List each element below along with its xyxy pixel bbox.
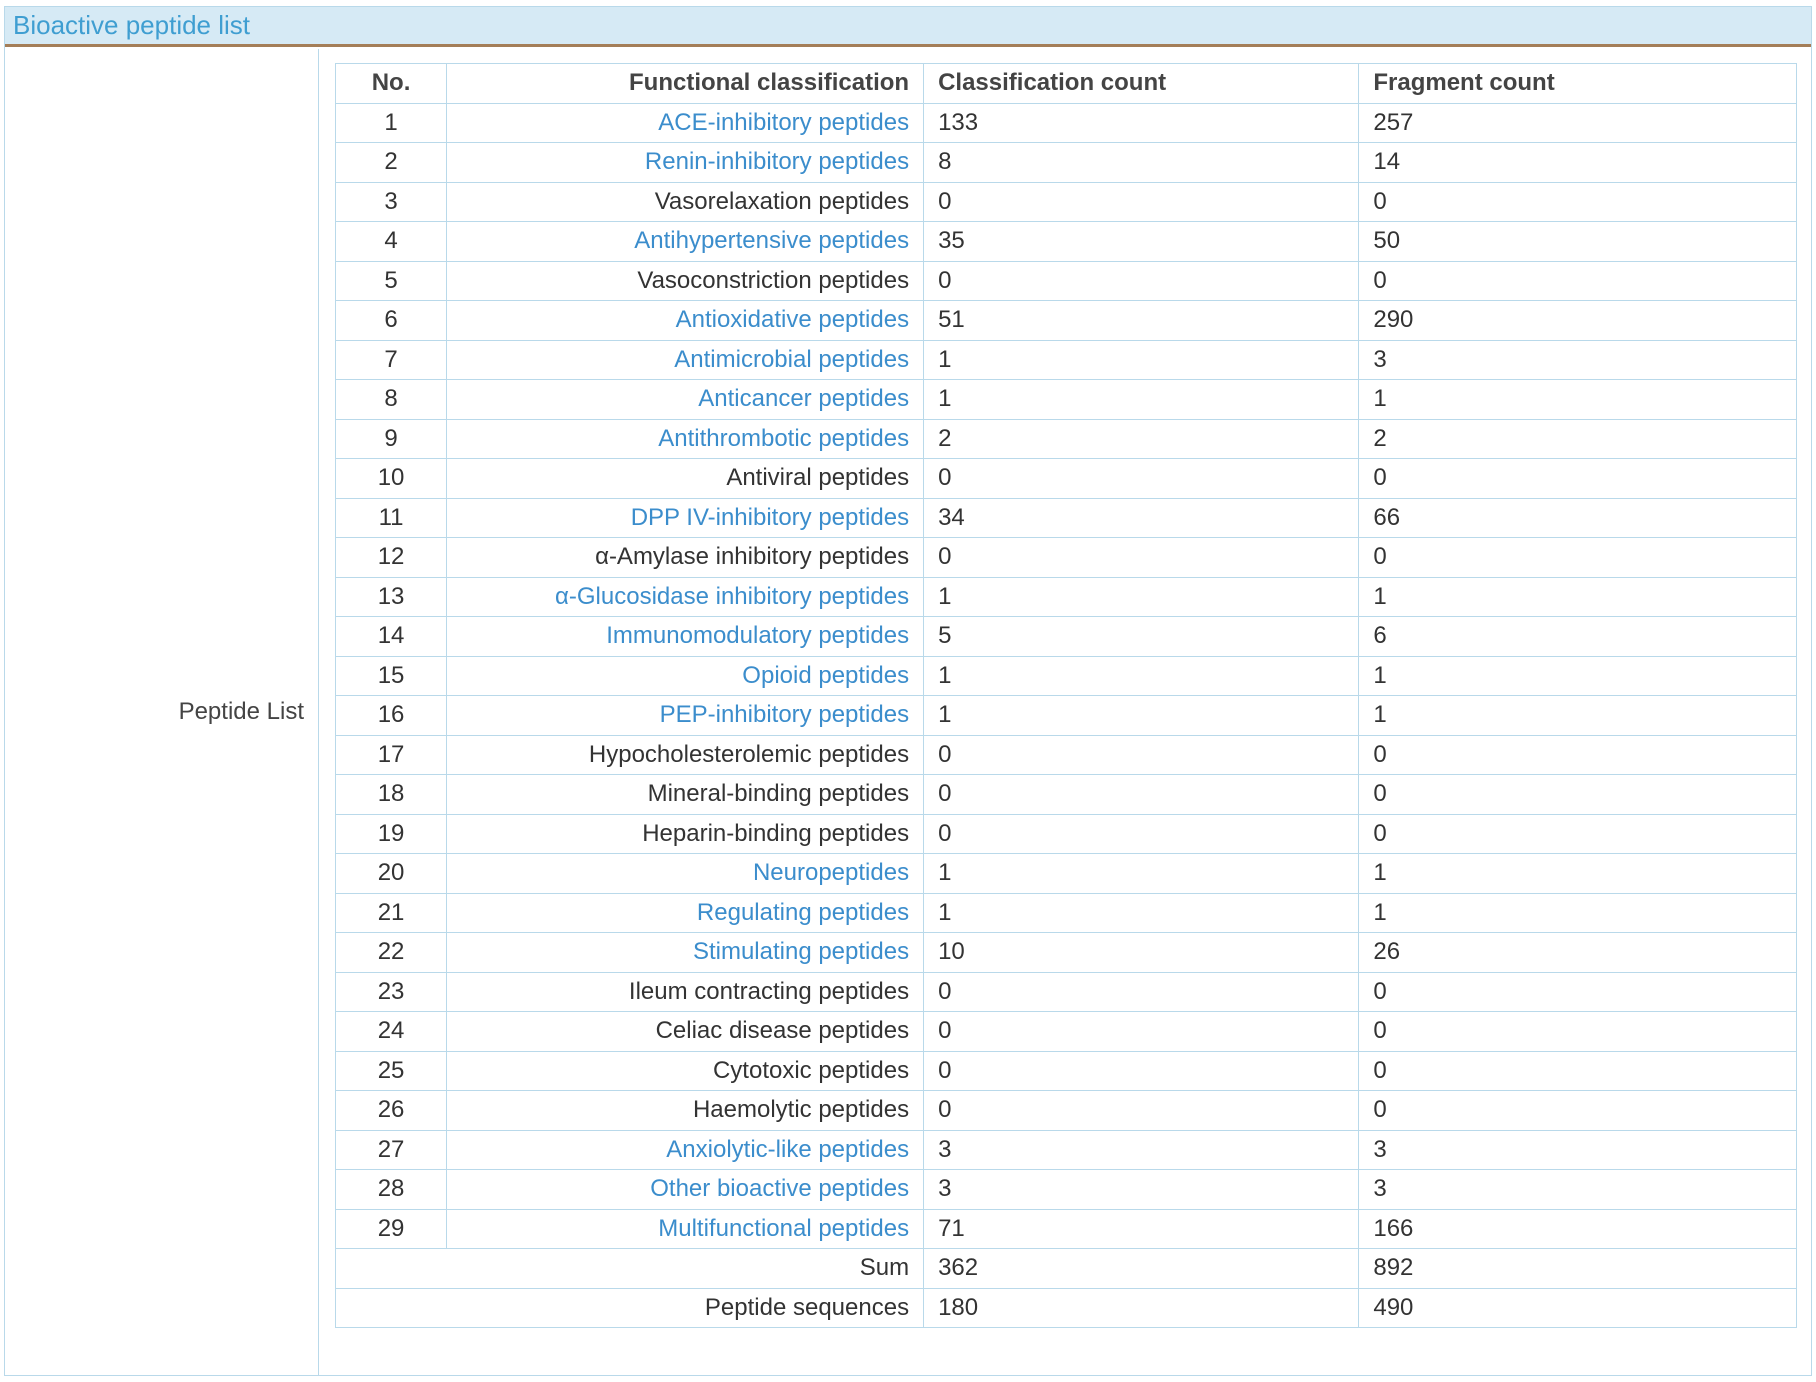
functional-classification-cell [447,617,924,657]
classification-link[interactable]: Stimulating peptides [692,938,910,966]
table-body [336,103,1797,1328]
classification-count-cell: 0 [924,1012,1359,1052]
fragment-count-cell: 1 [1359,854,1797,894]
footer-label: Peptide sequences [336,1288,924,1328]
classification-link[interactable]: Other bioactive peptides [650,1175,910,1203]
table-row [336,1012,1797,1052]
table-header-row [336,64,1797,104]
table-row [336,419,1797,459]
functional-classification-cell [447,143,924,183]
panel-header [5,7,1811,47]
fragment-count-cell: 1 [1359,696,1797,736]
row-number: 17 [336,735,447,775]
peptide-table [335,63,1797,1328]
table-row [336,380,1797,420]
row-number: 2 [336,143,447,183]
classification-count-cell: 3 [924,1130,1359,1170]
row-number: 19 [336,814,447,854]
table-row [336,459,1797,499]
table-row [336,538,1797,578]
classification-link[interactable]: Antithrombotic peptides [658,424,910,452]
row-number: 3 [336,182,447,222]
fragment-count-cell: 0 [1359,814,1797,854]
classification-count-cell: 133 [924,103,1359,143]
fragment-count-cell: 3 [1359,340,1797,380]
fragment-count-cell: 0 [1359,775,1797,815]
table-row [336,933,1797,973]
row-number: 14 [336,617,447,657]
row-number: 15 [336,656,447,696]
classification-count-cell: 8 [924,143,1359,183]
classification-text: Heparin-binding peptides [642,819,910,847]
classification-link[interactable]: Antihypertensive peptides [634,227,910,255]
table-row [336,143,1797,183]
functional-classification-cell [447,735,924,775]
fragment-count-cell: 66 [1359,498,1797,538]
row-number: 18 [336,775,447,815]
header-functional-classification: Functional classification [447,64,924,104]
row-number: 11 [336,498,447,538]
classification-count-cell: 0 [924,775,1359,815]
table-footer-row [336,1288,1797,1328]
fragment-count-cell: 3 [1359,1170,1797,1210]
footer-fragment-count: 490 [1359,1288,1797,1328]
classification-count-cell: 35 [924,222,1359,262]
row-number: 13 [336,577,447,617]
classification-text: Hypocholesterolemic peptides [588,740,910,768]
fragment-count-cell: 0 [1359,261,1797,301]
fragment-count-cell: 0 [1359,1051,1797,1091]
row-number: 12 [336,538,447,578]
footer-classification-count: 362 [924,1249,1359,1289]
table-row [336,261,1797,301]
classification-count-cell: 0 [924,814,1359,854]
classification-count-cell: 10 [924,933,1359,973]
functional-classification-cell [447,340,924,380]
footer-label: Sum [336,1249,924,1289]
fragment-count-cell: 3 [1359,1130,1797,1170]
fragment-count-cell: 0 [1359,1012,1797,1052]
fragment-count-cell: 1 [1359,380,1797,420]
table-row [336,1051,1797,1091]
classification-count-cell: 1 [924,656,1359,696]
row-number: 23 [336,972,447,1012]
classification-text: Antiviral peptides [726,464,910,492]
functional-classification-cell [447,380,924,420]
fragment-count-cell: 1 [1359,577,1797,617]
classification-count-cell: 0 [924,1091,1359,1131]
table-row [336,775,1797,815]
row-number: 10 [336,459,447,499]
row-number: 25 [336,1051,447,1091]
functional-classification-cell [447,1209,924,1249]
classification-link[interactable]: α-Glucosidase inhibitory peptides [555,582,910,610]
functional-classification-cell [447,538,924,578]
fragment-count-cell: 257 [1359,103,1797,143]
classification-count-cell: 71 [924,1209,1359,1249]
row-number: 16 [336,696,447,736]
classification-count-cell: 1 [924,577,1359,617]
classification-link[interactable]: Regulating peptides [696,898,910,926]
classification-link[interactable]: Anticancer peptides [698,385,910,413]
row-number: 28 [336,1170,447,1210]
classification-count-cell: 34 [924,498,1359,538]
functional-classification-cell [447,656,924,696]
classification-link[interactable]: Multifunctional peptides [658,1214,910,1242]
classification-count-cell: 0 [924,1051,1359,1091]
classification-link[interactable]: Immunomodulatory peptides [606,622,910,650]
functional-classification-cell [447,933,924,973]
table-row [336,498,1797,538]
classification-text: Ileum contracting peptides [628,977,910,1005]
classification-count-cell: 51 [924,301,1359,341]
classification-link[interactable]: Antimicrobial peptides [674,345,910,373]
row-number: 4 [336,222,447,262]
classification-link[interactable]: Antioxidative peptides [675,306,910,334]
row-number: 24 [336,1012,447,1052]
functional-classification-cell [447,577,924,617]
fragment-count-cell: 166 [1359,1209,1797,1249]
table-row [336,656,1797,696]
fragment-count-cell: 6 [1359,617,1797,657]
fragment-count-cell: 0 [1359,1091,1797,1131]
functional-classification-cell [447,1130,924,1170]
classification-text: Haemolytic peptides [692,1096,910,1124]
functional-classification-cell [447,301,924,341]
functional-classification-cell [447,261,924,301]
peptide-list-label: Peptide List [178,698,304,725]
fragment-count-cell: 0 [1359,735,1797,775]
table-row [336,696,1797,736]
row-number: 27 [336,1130,447,1170]
classification-count-cell: 1 [924,340,1359,380]
functional-classification-cell [447,222,924,262]
table-row [336,103,1797,143]
classification-count-cell: 0 [924,261,1359,301]
table-row [336,1130,1797,1170]
fragment-count-cell: 1 [1359,656,1797,696]
bioactive-peptide-panel [4,6,1812,1376]
functional-classification-cell [447,893,924,933]
functional-classification-cell [447,1091,924,1131]
footer-classification-count: 180 [924,1288,1359,1328]
classification-text: Mineral-binding peptides [647,780,910,808]
classification-count-cell: 0 [924,182,1359,222]
row-number: 21 [336,893,447,933]
fragment-count-cell: 0 [1359,182,1797,222]
functional-classification-cell [447,419,924,459]
row-number: 6 [336,301,447,341]
row-number: 29 [336,1209,447,1249]
classification-count-cell: 0 [924,538,1359,578]
classification-count-cell: 1 [924,893,1359,933]
header-fragment-count: Fragment count [1359,64,1797,104]
functional-classification-cell [447,1051,924,1091]
table-row [336,222,1797,262]
footer-fragment-count: 892 [1359,1249,1797,1289]
functional-classification-cell [447,103,924,143]
classification-count-cell: 1 [924,380,1359,420]
row-number: 20 [336,854,447,894]
classification-count-cell: 0 [924,972,1359,1012]
classification-link[interactable]: ACE-inhibitory peptides [658,108,910,136]
row-number: 22 [336,933,447,973]
table-row [336,1170,1797,1210]
header-no: No. [336,64,447,104]
table-row [336,1091,1797,1131]
table-row [336,854,1797,894]
classification-link[interactable]: DPP IV-inhibitory peptides [630,503,910,531]
table-row [336,972,1797,1012]
row-number: 26 [336,1091,447,1131]
panel-title: Bioactive peptide list [13,10,251,40]
classification-count-cell: 1 [924,696,1359,736]
panel-body [5,49,1811,1375]
table-row [336,301,1797,341]
classification-link[interactable]: Renin-inhibitory peptides [644,148,910,176]
functional-classification-cell [447,854,924,894]
fragment-count-cell: 26 [1359,933,1797,973]
classification-count-cell: 3 [924,1170,1359,1210]
table-row [336,182,1797,222]
header-classification-count: Classification count [924,64,1359,104]
fragment-count-cell: 1 [1359,893,1797,933]
functional-classification-cell [447,1170,924,1210]
classification-link[interactable]: Anxiolytic-like peptides [666,1135,910,1163]
fragment-count-cell: 0 [1359,972,1797,1012]
classification-link[interactable]: Opioid peptides [742,661,910,689]
fragment-count-cell: 14 [1359,143,1797,183]
classification-count-cell: 1 [924,854,1359,894]
row-number: 7 [336,340,447,380]
classification-text: Vasoconstriction peptides [637,266,910,294]
functional-classification-cell [447,814,924,854]
fragment-count-cell: 0 [1359,538,1797,578]
classification-text: Celiac disease peptides [655,1017,910,1045]
table-row [336,577,1797,617]
peptide-list-label-cell [5,49,319,1375]
table-footer-row [336,1249,1797,1289]
row-number: 5 [336,261,447,301]
functional-classification-cell [447,972,924,1012]
table-row [336,617,1797,657]
functional-classification-cell [447,1012,924,1052]
classification-count-cell: 0 [924,735,1359,775]
row-number: 8 [336,380,447,420]
classification-text: Vasorelaxation peptides [654,187,910,215]
row-number: 1 [336,103,447,143]
functional-classification-cell [447,459,924,499]
functional-classification-cell [447,696,924,736]
table-row [336,1209,1797,1249]
fragment-count-cell: 50 [1359,222,1797,262]
fragment-count-cell: 2 [1359,419,1797,459]
classification-count-cell: 0 [924,459,1359,499]
table-container [319,49,1811,1375]
classification-text: α-Amylase inhibitory peptides [595,543,910,571]
fragment-count-cell: 290 [1359,301,1797,341]
table-row [336,893,1797,933]
table-row [336,735,1797,775]
classification-text: Cytotoxic peptides [712,1056,910,1084]
classification-count-cell: 2 [924,419,1359,459]
classification-link[interactable]: PEP-inhibitory peptides [659,701,910,729]
classification-count-cell: 5 [924,617,1359,657]
classification-link[interactable]: Neuropeptides [752,859,910,887]
functional-classification-cell [447,182,924,222]
functional-classification-cell [447,775,924,815]
functional-classification-cell [447,498,924,538]
fragment-count-cell: 0 [1359,459,1797,499]
row-number: 9 [336,419,447,459]
table-row [336,814,1797,854]
table-row [336,340,1797,380]
